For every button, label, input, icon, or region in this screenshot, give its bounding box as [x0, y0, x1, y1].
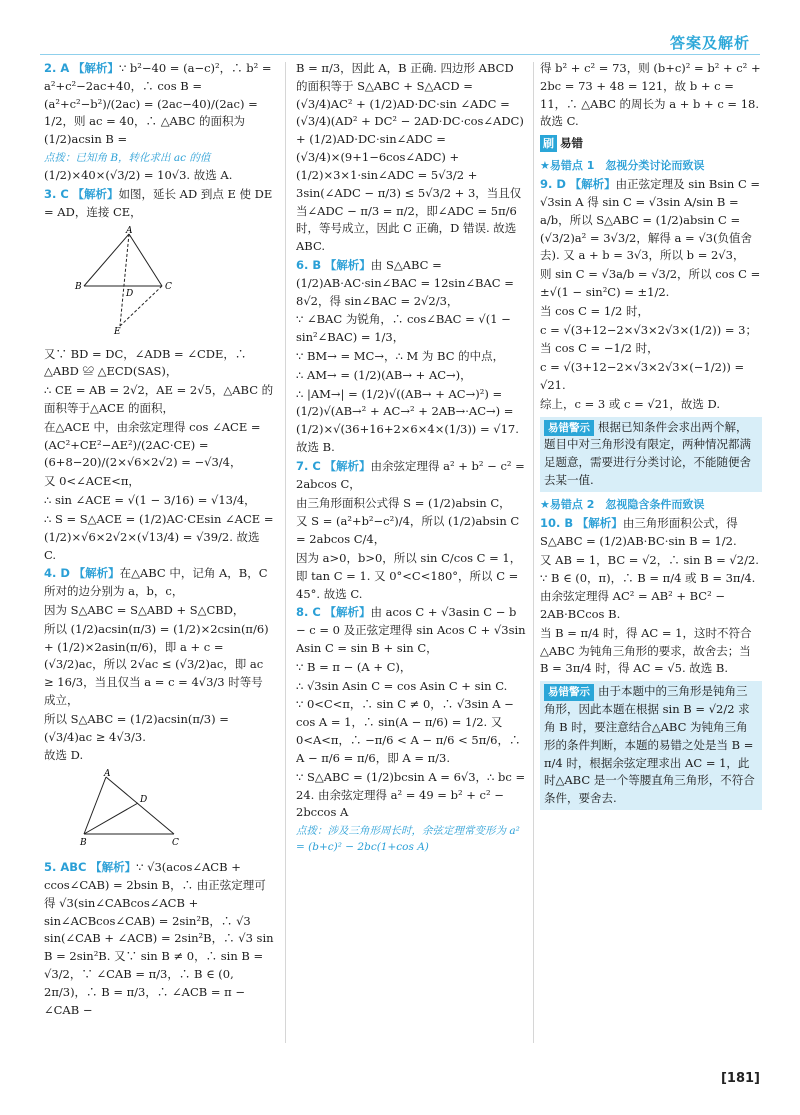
svg-text:A: A — [126, 225, 133, 236]
solution-text: ∵ S△ABC = (1/2)bcsin A = 6√3，∴ bc = 24. 由余弦定理得 a² = 49 = b² + c² − 2bccos A — [296, 769, 526, 820]
solution-text: 由正弦定理及 sin Bsin C = √3sin A 得 sin C = √3sin A/sin B = a/b，所以 S△ABC = (1/2)absin C = (√3/2)a² = 3√3/2，解得 a = √3(负值舍去). 又 a + b = 3√3，所以 b = 2√3， — [540, 177, 761, 263]
svg-text:D: D — [140, 795, 148, 806]
solution-text: ∵ 0<C<π，∴ sin C ≠ 0，∴ √3sin A − cos A = 1，∴ sin(A − π/6) = 1/2. 又 0<A<π，∴ −π/6 < A − π/6 < 5π/6，∴ A − π/6 = π/6，即 A = π/3. — [296, 697, 521, 765]
solution-paragraph — [44, 186, 274, 222]
analysis-tag: 【解析】 — [72, 61, 119, 75]
analysis-tag: 【解析】 — [72, 187, 119, 202]
solution-text: ∵ √3(acos∠ACB + ccos∠CAB) = 2bsin B，∴ 由正弦定理可得 √3(sin∠CABcos∠ACB + sin∠ACBcos∠CAB) = 2sin²B，∴ √3 sin(∠CAB + ∠ACB) = 2sin²B，∴ √3 sin B = 2sin²B. 又∵ sin B ≠ 0，∴ sin B = √3/2，∵ ∠CAB = π/3，∴ B ∈ (0, 2π/3)，∴ B = π/3，∴ ∠ACB = π − ∠CAB − — [44, 860, 274, 1017]
solution-paragraph — [540, 515, 762, 551]
question-number: 4. D — [44, 566, 70, 581]
section-heading — [540, 135, 762, 153]
warning-text: 根据已知条件会求出两个解，题目中对三角形没有限定，两种情况都满足题意，需要进行分类讨论，不能随便舍去某一值. — [544, 419, 751, 488]
solution-text: ∴ |AM→| = (1/2)√((AB→ + AC→)²) = (1/2)√(AB→² + AC→² + 2AB→·AC→) = (1/2)×√(36+16+2×6×4×(1/3)) = √17. 故选 B. — [296, 386, 519, 455]
column-divider — [285, 62, 286, 1043]
solution-text: 由三角形面积公式得 S = (1/2)absin C， — [296, 495, 511, 510]
page-header-title: 答案及解析 — [669, 34, 750, 52]
solution-text: 当 cos C = −1/2 时， — [540, 341, 659, 356]
question-number: 5. ABC — [44, 860, 87, 875]
analysis-tag: 【解析】 — [324, 605, 371, 620]
solution-text: 当 B = π/4 时，得 AC = 1，这时不符合△ABC 为钝角三角形的要求，故舍去；当 B = 3π/4 时，得 AC = √5. 故选 B. — [540, 625, 752, 676]
question-number: 3. C — [44, 187, 69, 202]
solution-text: ∴ sin ∠ACE = √(1 − 3/16) = √13/4， — [44, 493, 256, 508]
solution-text: 又 0<∠ACE<π， — [44, 474, 140, 489]
solution-paragraph — [296, 257, 526, 310]
solution-text: ∴ √3sin Asin C = cos Asin C + sin C. — [296, 678, 508, 693]
warning-badge: 易错警示 — [544, 420, 594, 436]
solution-text: 如图，延长 AD 到点 E 使 DE = AD，连接 CE， — [44, 187, 273, 219]
svg-text:B: B — [75, 281, 82, 292]
solution-text: c = √(3+12−2×√3×2√3×(−1/2)) = √21. — [540, 360, 745, 393]
solution-text: ∴ S = S△ACE = (1/2)AC·CEsin ∠ACE = (1/2)×√6×2√2×(√13/4) = √39/2. 故选 C. — [44, 511, 274, 562]
error-point-heading: ★易错点 2 忽视隐含条件而致误 — [540, 497, 705, 511]
solution-text: ∴ CE = AB = 2√2，AE = 2√5，△ABC 的面积等于△ACE 的面积， — [44, 383, 274, 416]
solution-text: 所以 (1/2)acsin(π/3) = (1/2)×2csin(π/6) + (1/2)×2asin(π/6)，即 a + c = (√3/2)ac，所以 2√ac ≤ (√3/2)ac，即 ac ≥ 16/3，当且仅当 a = c = 4√3/3 时等号成立， — [44, 621, 269, 708]
solution-text: 因为 S△ABC = S△ABD + S△CBD， — [44, 602, 245, 617]
tip-note: 点拨：已知角 B，转化求出 ac 的值 — [44, 152, 211, 165]
question-number: 9. D — [540, 177, 566, 192]
triangle-figure-2 — [74, 769, 274, 855]
column-divider — [533, 62, 534, 1043]
triangle-diagram-ade — [74, 226, 184, 336]
solution-text: (1/2)×40×(√3/2) = 10√3. 故选 A. — [44, 168, 233, 183]
solution-text: 又∵ BD = DC，∠ADB = ∠CDE，∴ △ABD ≌ △ECD(SAS)， — [44, 346, 247, 379]
solution-text: ∵ BM→ = MC→，∴ M 为 BC 的中点， — [296, 349, 505, 363]
solution-text: ∵ B ∈ (0，π)，∴ B = π/4 或 B = 3π/4. 由余弦定理得 AC² = AB² + BC² − 2AB·BCcos B. — [540, 571, 756, 622]
solution-paragraph — [44, 60, 274, 149]
solution-text: 由 acos C + √3asin C − b − c = 0 及正弦定理得 sin Acos C + √3sin Asin C = sin B + sin C， — [296, 605, 526, 655]
triangle-figure-1 — [74, 226, 274, 342]
solution-text: ∵ B = π − (A + C)， — [296, 659, 412, 674]
solution-text: 所以 S△ABC = (1/2)acsin(π/3) = (√3/4)ac ≥ 4√3/3. — [44, 711, 229, 744]
question-number: 6. B — [296, 257, 322, 272]
solution-text: c = √(3+12−2×√3×2√3×(1/2)) = 3； — [540, 322, 757, 337]
solution-text: 得 b² + c² = 73，则 (b+c)² = b² + c² + 2bc = 73 + 48 = 121，故 b + c = 11，∴ △ABC 的周长为 a + b + c = 18. 故选 C. — [540, 61, 761, 129]
column-left — [44, 60, 274, 1045]
triangle-diagram-abcd — [74, 769, 194, 849]
solution-text: ∵ ∠BAC 为锐角，∴ cos∠BAC = √(1 − sin²∠BAC) = 1/3， — [296, 312, 511, 345]
svg-text:D: D — [126, 288, 134, 299]
solution-paragraph — [44, 859, 274, 1019]
solution-text: 在△ACE 中，由余弦定理得 cos ∠ACE = (AC²+CE²−AE²)/(2AC·CE) = (6+8−20)/(2×√6×2√2) = −√3/4， — [44, 419, 261, 470]
analysis-tag: 【解析】 — [324, 257, 371, 272]
solution-paragraph — [44, 565, 274, 601]
solution-text: 由三角形面积公式，得 S△ABC = (1/2)AB·BC·sin B = 1/2. — [540, 515, 738, 548]
solution-text: 又 S = (a²+b²−c²)/4，所以 (1/2)absin C = 2abcos C/4， — [296, 514, 520, 547]
analysis-tag: 【解析】 — [569, 177, 616, 192]
section-title: 易错 — [560, 136, 583, 151]
column-middle — [296, 60, 526, 1045]
column-right — [540, 60, 762, 1045]
solution-paragraph — [296, 458, 526, 494]
solution-text: ∵ b²−40 = (a−c)²，∴ b² = a²+c²−2ac+40，∴ cos B = (a²+c²−b²)/(2ac) = (2ac−40)/(2ac) = 1/2，则 ac = 40，∴ △ABC 的面积为 (1/2)acsin B = — [44, 61, 272, 147]
solution-paragraph — [540, 176, 762, 265]
warning-box — [540, 417, 762, 492]
question-number: 7. C — [296, 458, 321, 473]
solution-text: B = π/3，因此 A，B 正确. 四边形 ABCD 的面积等于 S△ABC + S△ACD = (√3/4)AC² + (1/2)AD·DC·sin ∠ADC = (√3/4)(AD² + DC² − 2AD·DC·cos∠ADC) + (1/2)AD·DC·sin∠ADC = (√3/4)×(9+1−6cos∠ADC) + (1/2)×3×1·sin∠ADC = 5√3/2 + 3sin(∠ADC − π/3) ≤ 5√3/2 + 3，当且仅当∠ADC − π/3 = π/2，即∠ADC = 5π/6 时，等号成立，因此 C 正确，D 错误. 故选 ABC. — [296, 61, 524, 254]
svg-text:B: B — [80, 838, 87, 849]
warning-text: 由于本题中的三角形是钝角三角形，因此本题在根据 sin B = √2/2 求角 B 时，要注意结合△ABC 为钝角三角形的条件判断，本题的易错之处是当 B = π/4 时，根据余弦定理求出 AC = 1，此时△ABC 是一个等腰直角三角形，不符合条件，要舍去. — [544, 684, 755, 806]
section-badge: 刷 — [540, 135, 557, 152]
analysis-tag: 【解析】 — [576, 515, 623, 530]
svg-text:C: C — [172, 838, 179, 849]
question-number: 10. B — [540, 515, 574, 530]
solution-text: 在△ABC 中，记角 A，B，C 所对的边分别为 a，b，c， — [44, 566, 268, 599]
analysis-tag: 【解析】 — [73, 566, 120, 581]
page-number: [ 181 ] — [721, 1069, 760, 1089]
svg-text:E: E — [114, 326, 121, 336]
solution-text: 又 AB = 1，BC = √2，∴ sin B = √2/2. — [540, 552, 759, 567]
analysis-tag: 【解析】 — [90, 860, 137, 875]
tip-note: 点拨：涉及三角形周长时，余弦定理常变形为 a² = (b+c)² − 2bc(1+cos A) — [296, 825, 520, 854]
solution-text: 由 S△ABC = (1/2)AB·AC·sin∠BAC = 12sin∠BAC = 8√2，得 sin∠BAC = 2√2/3， — [296, 257, 514, 308]
question-number: 2. A — [44, 61, 70, 75]
warning-badge: 易错警示 — [544, 684, 594, 700]
solution-text: 由余弦定理得 a² + b² − c² = 2abcos C， — [296, 458, 525, 491]
solution-paragraph — [296, 604, 526, 657]
svg-text:A: A — [104, 769, 111, 780]
warning-box — [540, 681, 762, 810]
solution-text: 因为 a>0，b>0，所以 sin C/cos C = 1，即 tan C = 1. 又 0°<C<180°，所以 C = 45°. 故选 C. — [296, 550, 522, 601]
analysis-tag: 【解析】 — [324, 458, 371, 473]
solution-text: 综上，c = 3 或 c = √21，故选 D. — [540, 396, 720, 411]
solution-text: 当 cos C = 1/2 时， — [540, 303, 649, 318]
solution-text: ∴ AM→ = (1/2)(AB→ + AC→)， — [296, 367, 472, 382]
solution-text: 故选 D. — [44, 748, 84, 763]
error-point-heading: ★易错点 1 忽视分类讨论而致误 — [540, 159, 705, 173]
solution-text: 则 sin C = √3a/b = √3/2，所以 cos C = ±√(1 − sin²C) = ±1/2. — [540, 267, 761, 299]
header-rule — [40, 54, 760, 55]
svg-text:C: C — [165, 281, 172, 292]
question-number: 8. C — [296, 605, 321, 620]
